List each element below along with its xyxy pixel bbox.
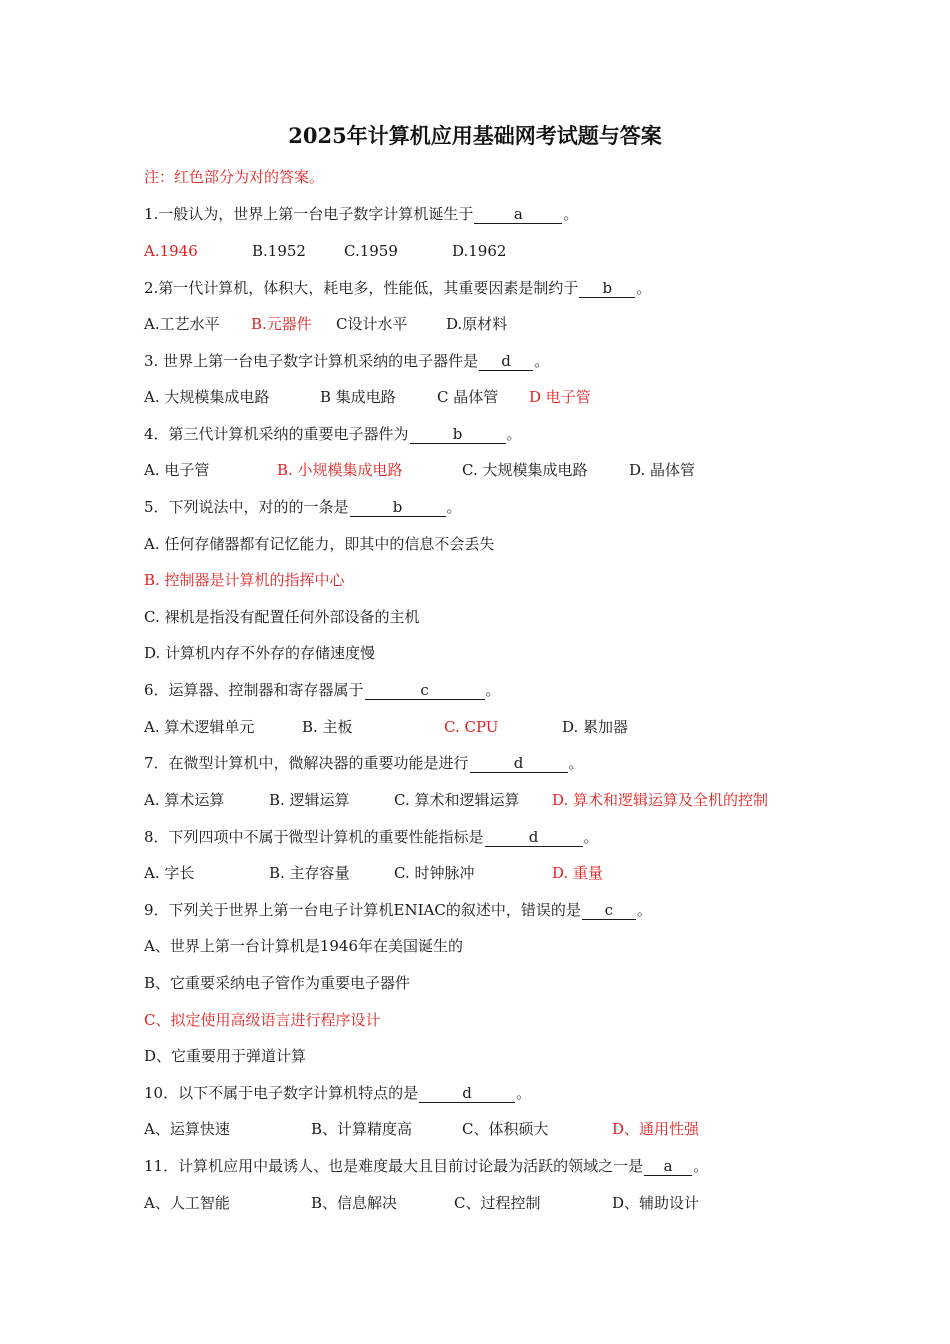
option-d: D、它重要用于弹道计算: [144, 1047, 307, 1065]
question-text: 7．在微型计算机中，微解决器的重要功能是进行: [144, 754, 469, 772]
option-a: A. 算术逻辑单元: [144, 718, 255, 736]
option-d: D. 累加器: [562, 718, 629, 736]
option-c: C 晶体管: [437, 388, 499, 406]
option-a: A. 大规模集成电路: [144, 388, 270, 406]
question-5: 5．下列说法中，对的的一条是 b 。: [144, 498, 462, 516]
option-c: C. 大规模集成电路: [462, 461, 588, 479]
option-c: C设计水平: [336, 315, 408, 333]
question-text: 1.一般认为，世界上第一台电子数字计算机诞生于: [144, 205, 474, 223]
option-d: D. 计算机内存不外存的存储速度慢: [144, 644, 376, 662]
option-d: D. 晶体管: [629, 461, 696, 479]
question-10: 10．以下不属于电子数字计算机特点的是 d 。: [144, 1084, 532, 1102]
answer-blank: b: [579, 280, 635, 298]
question-text: 9．下列关于世界上第一台电子计算机ENIAC的叙述中，错误的是: [144, 901, 581, 919]
option-d: D、通用性强: [612, 1120, 700, 1138]
question-4: 4．第三代计算机采纳的重要电子器件为 b 。: [144, 425, 522, 443]
option-c: C、体积硕大: [462, 1120, 549, 1138]
question-text: 3. 世界上第一台电子数字计算机采纳的电子器件是: [144, 352, 479, 370]
answer-blank: a: [474, 206, 562, 224]
question-1: 1.一般认为，世界上第一台电子数字计算机诞生于 a 。: [144, 205, 579, 223]
option-b: B. 逻辑运算: [269, 791, 350, 809]
question-text: 2.第一代计算机，体积大，耗电多，性能低，其重要因素是制约于: [144, 279, 579, 297]
option-a: A. 字长: [144, 864, 195, 882]
option-c: C. 算术和逻辑运算: [394, 791, 520, 809]
answer-blank: d: [479, 353, 533, 371]
option-b: B、计算精度高: [311, 1120, 413, 1138]
option-c: C.1959: [344, 242, 398, 260]
option-a: A.1946: [144, 242, 198, 260]
question-11: 11．计算机应用中最诱人、也是难度最大且目前讨论最为活跃的领域之一是 a 。: [144, 1157, 709, 1175]
option-b: B. 主存容量: [269, 864, 350, 882]
answer-blank: c: [365, 682, 485, 700]
option-d: D. 算术和逻辑运算及全机的控制: [552, 791, 769, 809]
option-c: C、过程控制: [454, 1194, 541, 1212]
answer-blank: c: [582, 902, 636, 920]
question-8: 8．下列四项中不属于微型计算机的重要性能指标是 d 。: [144, 828, 599, 846]
question-text: 6．运算器、控制器和寄存器属于: [144, 681, 364, 699]
option-c: C. 时钟脉冲: [394, 864, 475, 882]
option-b: B、信息解决: [311, 1194, 398, 1212]
question-3: 3. 世界上第一台电子数字计算机采纳的电子器件是 d 。: [144, 352, 550, 370]
question-9: 9．下列关于世界上第一台电子计算机ENIAC的叙述中，错误的是 c 。: [144, 901, 652, 919]
answer-blank: b: [410, 426, 506, 444]
question-6: 6．运算器、控制器和寄存器属于 c 。: [144, 681, 501, 699]
option-a: A. 算术运算: [144, 791, 225, 809]
option-b: B.1952: [252, 242, 306, 260]
answer-blank: a: [644, 1158, 692, 1176]
answer-blank: d: [470, 755, 568, 773]
answer-blank: b: [350, 499, 446, 517]
option-d: D 电子管: [529, 388, 591, 406]
question-text: 10．以下不属于电子数字计算机特点的是: [144, 1084, 419, 1102]
answer-blank: d: [485, 829, 583, 847]
option-d: D.1962: [452, 242, 507, 260]
question-text: 4．第三代计算机采纳的重要电子器件为: [144, 425, 409, 443]
option-b: B. 小规模集成电路: [277, 461, 403, 479]
option-a: A、人工智能: [144, 1194, 230, 1212]
option-b: B. 控制器是计算机的指挥中心: [144, 571, 345, 589]
question-text: 11．计算机应用中最诱人、也是难度最大且目前讨论最为活跃的领域之一是: [144, 1157, 644, 1175]
answer-note: 注：红色部分为对的答案。: [144, 168, 325, 186]
document-title: 2025年计算机应用基础网考试题与答案: [288, 123, 662, 148]
option-c: C、拟定使用高级语言进行程序设计: [144, 1011, 381, 1029]
option-b: B. 主板: [302, 718, 353, 736]
answer-blank: d: [419, 1085, 515, 1103]
option-a: A、运算快速: [144, 1120, 230, 1138]
question-text: 5．下列说法中，对的的一条是: [144, 498, 349, 516]
option-a: A、世界上第一台计算机是1946年在美国诞生的: [144, 937, 464, 955]
option-a: A.工艺水平: [144, 315, 220, 333]
option-b: B.元器件: [251, 315, 312, 333]
option-a: A. 任何存储器都有记忆能力，即其中的信息不会丢失: [144, 535, 495, 553]
question-text: 8．下列四项中不属于微型计算机的重要性能指标是: [144, 828, 484, 846]
question-7: 7．在微型计算机中，微解决器的重要功能是进行 d 。: [144, 754, 584, 772]
option-b: B 集成电路: [320, 388, 396, 406]
option-c: C. CPU: [444, 718, 499, 736]
option-d: D、辅助设计: [612, 1194, 700, 1212]
option-a: A. 电子管: [144, 461, 210, 479]
option-d: D.原材料: [446, 315, 508, 333]
option-b: B、它重要采纳电子管作为重要电子器件: [144, 974, 411, 992]
question-2: 2.第一代计算机，体积大，耗电多，性能低，其重要因素是制约于 b 。: [144, 279, 652, 297]
option-c: C. 裸机是指没有配置任何外部设备的主机: [144, 608, 420, 626]
option-d: D. 重量: [552, 864, 604, 882]
